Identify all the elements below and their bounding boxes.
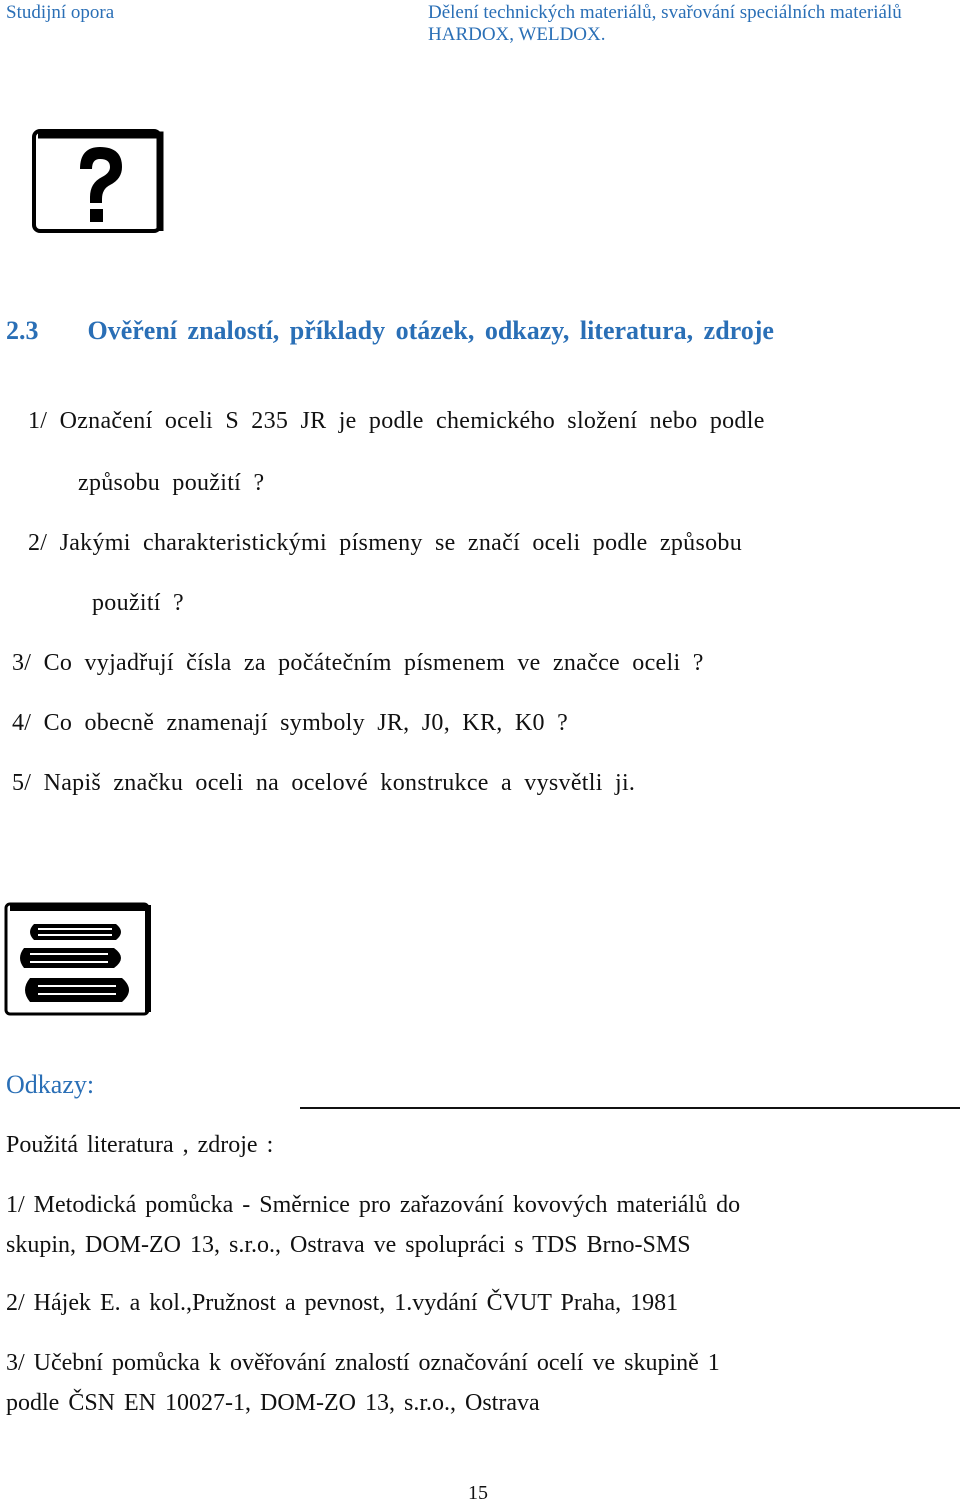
section-number: 2.3 <box>6 316 39 345</box>
header-left: Studijní opora <box>6 2 115 23</box>
header-right-line2: HARDOX, WELDOX. <box>428 24 606 45</box>
reference-3-line2: podle ČSN EN 10027-1, DOM-ZO 13, s.r.o., Ostrava <box>6 1390 540 1416</box>
question-2-line2: použití ? <box>92 590 185 616</box>
page-number: 15 <box>468 1482 488 1504</box>
divider <box>300 1107 960 1109</box>
books-icon <box>4 902 152 1021</box>
reference-2: 2/ Hájek E. a kol.,Pružnost a pevnost, 1.vydání ČVUT Praha, 1981 <box>6 1290 679 1316</box>
reference-3-line1: 3/ Učební pomůcka k ověřování znalostí označování ocelí ve skupině 1 <box>6 1350 720 1376</box>
references-heading: Odkazy: <box>6 1070 95 1099</box>
question-2-line1: 2/ Jakými charakteristickými písmeny se značí oceli podle způsobu <box>28 530 742 556</box>
question-3: 3/ Co vyjadřují čísla za počátečním písmenem ve značce oceli ? <box>12 650 704 676</box>
reference-1-line1: 1/ Metodická pomůcka - Směrnice pro zařazování kovových materiálů do <box>6 1192 741 1218</box>
references-subheading: Použitá literatura , zdroje : <box>6 1132 274 1158</box>
header-right-line1: Dělení technických materiálů, svařování speciálních materiálů <box>428 2 902 23</box>
question-1-line1: 1/ Označení oceli S 235 JR je podle chemického složení nebo podle <box>28 408 765 434</box>
section-title <box>6 316 774 346</box>
question-4: 4/ Co obecně znamenají symboly JR, J0, KR, K0 ? <box>12 710 569 736</box>
reference-1-line2: skupin, DOM-ZO 13, s.r.o., Ostrava ve spolupráci s TDS Brno-SMS <box>6 1232 691 1258</box>
section-title-text: Ověření znalostí, příklady otázek, odkazy, literatura, zdroje <box>87 316 774 345</box>
question-1-line2: způsobu použití ? <box>78 470 265 496</box>
question-mark-icon <box>30 127 166 240</box>
question-5: 5/ Napiš značku oceli na ocelové konstrukce a vysvětli ji. <box>12 770 636 796</box>
